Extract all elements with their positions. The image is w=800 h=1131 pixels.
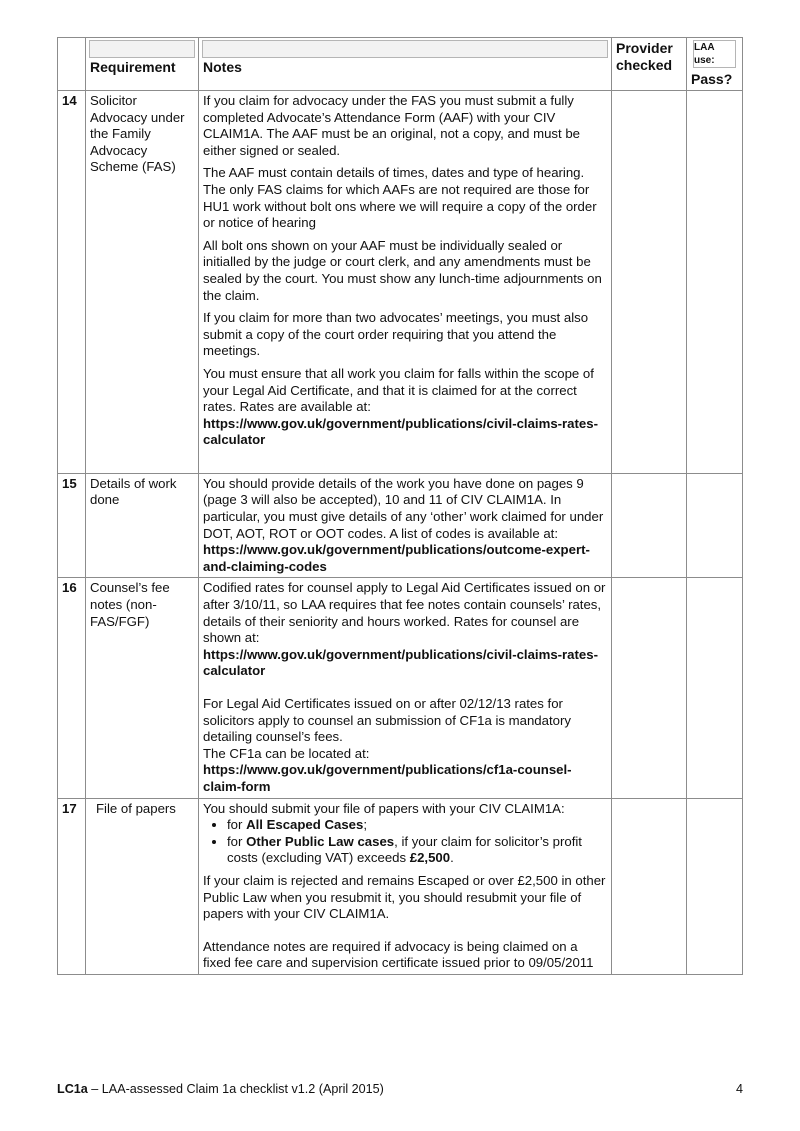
note-paragraph: You should submit your file of papers with your CIV CLAIM1A: [203, 800, 565, 816]
note-paragraph: Codified rates for counsel apply to Legal Aid Certificates issued on or after 3/10/11, so LAA requires that fee notes contain counsels’ rates, details of their seniority and hours worked. Rates for counsel are shown at: [203, 580, 606, 646]
note-paragraph: If you claim for more than two advocates’ meetings, you must also submit a copy of the court order requiring that you attend the meetings. [203, 310, 589, 359]
requirement-cell: File of papers [86, 798, 199, 974]
note-paragraph: You should provide details of the work you have done on pages 9 (page 3 will also be accepted), 10 and 11 of CIV CLAIM1A. In particular, you must give details of any ‘other’ work claimed for under DOT, AOT, ROT or OOT codes. A list of codes is available at: [203, 475, 604, 541]
header-requirement: Requirement [86, 38, 199, 91]
provider-checked-cell[interactable] [612, 91, 687, 474]
note-paragraph: If you claim for advocacy under the FAS you must submit a fully completed Advocate’s Attendance Form (AAF) with your CIV CLAIM1A. The AAF must be an original, not a copy, and must be either signed or sealed. [203, 93, 581, 158]
rates-calculator-link[interactable]: https://www.gov.uk/government/publications/civil-claims-rates-calculator [203, 646, 598, 679]
footer-doc-code: LC1a [57, 1082, 88, 1096]
requirement-cell: Counsel’s fee notes (non-FAS/FGF) [86, 578, 199, 798]
pass-label: Pass? [691, 71, 733, 87]
table-row-17 [58, 798, 743, 974]
header-row [58, 38, 743, 91]
laa-pass-cell[interactable] [687, 798, 743, 974]
cf1a-form-link[interactable]: https://www.gov.uk/government/publications/cf1a-counsel-claim-form [203, 762, 572, 794]
checklist-table [57, 37, 743, 975]
footer-title: – LAA-assessed Claim 1a checklist v1.2 (April 2015) [87, 1082, 384, 1096]
header-number-cell [58, 38, 86, 91]
header-notes: Notes [199, 38, 612, 91]
note-paragraph: If your claim is rejected and remains Escaped or over £2,500 in other Public Law when you resubmit it, you should resubmit your file of papers with your CIV CLAIM1A. [203, 872, 606, 922]
provider-checked-cell[interactable] [612, 578, 687, 798]
laa-pass-cell[interactable] [687, 473, 743, 578]
rates-calculator-link[interactable]: https://www.gov.uk/government/publications/civil-claims-rates-calculator [203, 415, 598, 448]
provider-checked-cell[interactable] [612, 798, 687, 974]
notes-cell [199, 91, 612, 474]
laa-pass-cell[interactable] [687, 578, 743, 798]
note-paragraph: The CF1a can be located at: [203, 745, 370, 761]
row-number: 17 [58, 798, 86, 974]
note-paragraph: You must ensure that all work you claim for falls within the scope of your Legal Aid Certificate, and that it is claimed for at the correct rates. Rates are available at: [203, 365, 594, 415]
notes-cell [199, 473, 612, 578]
claiming-codes-link[interactable]: https://www.gov.uk/government/publications/outcome-expert-and-claiming-codes [203, 542, 590, 574]
requirement-cell: Details of work done [86, 473, 199, 578]
laa-pass-cell[interactable] [687, 91, 743, 474]
notes-cell [199, 578, 612, 798]
spacer [203, 923, 607, 939]
table-row-14 [58, 91, 743, 474]
row-number: 16 [58, 578, 86, 798]
header-provider-checked: Provider checked [612, 38, 687, 91]
list-item: • for Other Public Law cases, if your claim for solicitor’s profit costs (excluding VAT) exceeds £2,500. [227, 834, 607, 867]
table-row-15 [58, 473, 743, 578]
note-paragraph: All bolt ons shown on your AAF must be individually sealed or initialled by the judge or court clerk, and any amendments must be sealed by the court. You must show any lunch-time adjournments on the claim. [203, 237, 602, 303]
bullet-list [203, 817, 607, 867]
laa-use-label: LAA use: [693, 40, 736, 68]
requirement-cell: Solicitor Advocacy under the Family Advocacy Scheme (FAS) [86, 91, 199, 474]
provider-checked-cell[interactable] [612, 473, 687, 578]
note-paragraph: The AAF must contain details of times, dates and type of hearing. The only FAS claims for which AAFs are not required are those for HU1 work without bolt ons where we will require a copy of the order or notice of hearing [203, 165, 597, 231]
list-item: • for All Escaped Cases; [227, 817, 607, 834]
note-paragraph: Attendance notes are required if advocacy is being claimed on a fixed fee care and supervision certificate issued prior to 09/05/2011 [203, 938, 594, 971]
page-footer [57, 1082, 743, 1096]
table-row-16 [58, 578, 743, 798]
header-laa-pass [687, 38, 743, 91]
spacer [203, 455, 607, 471]
row-number: 15 [58, 473, 86, 578]
page-number: 4 [735, 1082, 743, 1096]
notes-cell [199, 798, 612, 974]
spacer [203, 680, 607, 696]
row-number: 14 [58, 91, 86, 474]
note-paragraph: For Legal Aid Certificates issued on or after 02/12/13 rates for solicitors apply to counsel an submission of CF1a is mandatory detailing counsel’s fees. [203, 696, 571, 745]
